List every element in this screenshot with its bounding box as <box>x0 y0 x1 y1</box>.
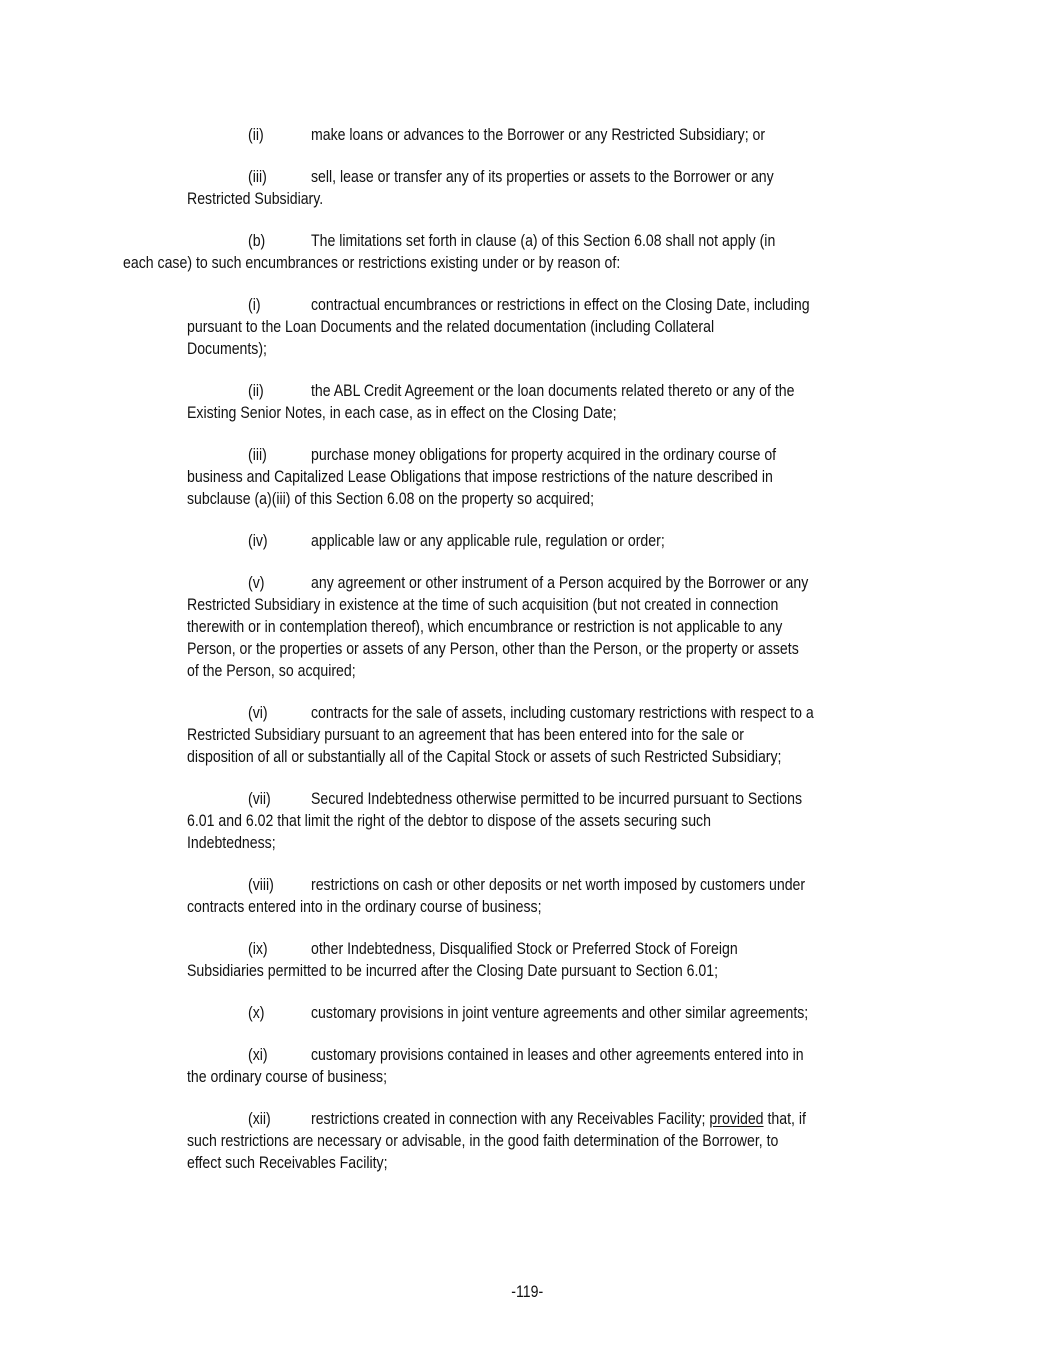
text-line <box>0 444 1055 466</box>
text-line <box>0 294 1055 316</box>
text-line <box>0 788 1055 810</box>
text-line <box>0 1002 1055 1024</box>
text-line <box>0 746 1055 768</box>
clause-paragraph <box>0 1002 1055 1024</box>
clause-label: (b) <box>248 231 266 250</box>
clause-label: (xi) <box>248 1045 268 1064</box>
line-text: Indebtedness; <box>187 833 276 852</box>
text-line <box>0 188 1055 210</box>
line-text: 6.01 and 6.02 that limit the right of the debtor to dispose of the assets securing such <box>187 811 711 830</box>
line-text: business and Capitalized Lease Obligations that impose restrictions of the nature described in <box>187 467 773 486</box>
line-text: Existing Senior Notes, in each case, as in effect on the Closing Date; <box>187 403 617 422</box>
line-text: customary provisions in joint venture agreements and other similar agreements; <box>311 1003 809 1022</box>
document-body <box>0 124 1055 1194</box>
text-line <box>0 616 1055 638</box>
text-line <box>0 230 1055 252</box>
clause-paragraph <box>0 380 1055 424</box>
text-line <box>0 530 1055 552</box>
text-line <box>0 638 1055 660</box>
line-text: sell, lease or transfer any of its properties or assets to the Borrower or any <box>311 167 774 186</box>
text-line <box>0 594 1055 616</box>
line-text: Restricted Subsidiary pursuant to an agreement that has been entered into for the sale or <box>187 725 744 744</box>
clause-label: (vii) <box>248 789 271 808</box>
clause-paragraph <box>0 530 1055 552</box>
text-run: that, if <box>763 1109 806 1128</box>
clause-label: (v) <box>248 573 265 592</box>
text-line <box>0 316 1055 338</box>
clause-paragraph <box>0 294 1055 360</box>
line-text: therewith or in contemplation thereof), which encumbrance or restriction is not applicable to any <box>187 617 783 636</box>
clause-paragraph <box>0 230 1055 274</box>
text-line <box>0 466 1055 488</box>
clause-label: (ix) <box>248 939 268 958</box>
text-line <box>0 810 1055 832</box>
text-line <box>0 1152 1055 1174</box>
text-line <box>0 1108 1055 1130</box>
page-number-text: -119- <box>511 1282 544 1301</box>
text-line <box>0 702 1055 724</box>
text-line <box>0 896 1055 918</box>
line-text: each case) to such encumbrances or restrictions existing under or by reason of: <box>123 253 621 272</box>
line-text: subclause (a)(iii) of this Section 6.08 on the property so acquired; <box>187 489 595 508</box>
clause-paragraph <box>0 1108 1055 1174</box>
text-line <box>0 488 1055 510</box>
line-text: make loans or advances to the Borrower or any Restricted Subsidiary; or <box>311 125 766 144</box>
text-line <box>0 832 1055 854</box>
line-text: Person, or the properties or assets of any Person, other than the Person, or the property or assets <box>187 639 799 658</box>
clause-label: (ii) <box>248 381 264 400</box>
clause-label: (i) <box>248 295 261 314</box>
line-text: The limitations set forth in clause (a) of this Section 6.08 shall not apply (in <box>311 231 776 250</box>
clause-paragraph <box>0 702 1055 768</box>
clause-paragraph <box>0 444 1055 510</box>
line-text: disposition of all or substantially all of the Capital Stock or assets of such Restricted Subsidiary; <box>187 747 782 766</box>
text-run: restrictions created in connection with any Receivables Facility; <box>311 1109 710 1128</box>
clause-paragraph <box>0 166 1055 210</box>
clause-paragraph <box>0 572 1055 682</box>
text-line <box>0 166 1055 188</box>
text-line <box>0 960 1055 982</box>
clause-paragraph <box>0 788 1055 854</box>
clause-paragraph <box>0 938 1055 982</box>
clause-label: (ii) <box>248 125 264 144</box>
line-text: Restricted Subsidiary. <box>187 189 324 208</box>
text-line <box>0 124 1055 146</box>
line-text: Subsidiaries permitted to be incurred after the Closing Date pursuant to Section 6.01; <box>187 961 718 980</box>
line-text: contracts for the sale of assets, including customary restrictions with respect to a <box>311 703 814 722</box>
clause-label: (iii) <box>248 167 267 186</box>
clause-label: (iii) <box>248 445 267 464</box>
line-text: other Indebtedness, Disqualified Stock or Preferred Stock of Foreign <box>311 939 738 958</box>
clause-label: (vi) <box>248 703 268 722</box>
clause-paragraph <box>0 874 1055 918</box>
clause-label: (xii) <box>248 1109 271 1128</box>
underlined-term: provided <box>709 1109 764 1128</box>
text-line <box>0 874 1055 896</box>
clause-label: (iv) <box>248 531 268 550</box>
line-text: Secured Indebtedness otherwise permitted to be incurred pursuant to Sections <box>311 789 803 808</box>
line-text: such restrictions are necessary or advisable, in the good faith determination of the Borrower, to <box>187 1131 779 1150</box>
clause-paragraph <box>0 1044 1055 1088</box>
line-text: the ABL Credit Agreement or the loan documents related thereto or any of the <box>311 381 795 400</box>
clause-label: (x) <box>248 1003 265 1022</box>
line-text: purchase money obligations for property acquired in the ordinary course of <box>311 445 777 464</box>
line-text <box>311 1108 806 1130</box>
text-line <box>0 402 1055 424</box>
line-text: effect such Receivables Facility; <box>187 1153 388 1172</box>
text-line <box>0 724 1055 746</box>
line-text: Documents); <box>187 339 267 358</box>
text-line <box>0 660 1055 682</box>
line-text: contractual encumbrances or restrictions in effect on the Closing Date, including <box>311 295 810 314</box>
text-line <box>0 572 1055 594</box>
line-text: applicable law or any applicable rule, regulation or order; <box>311 531 665 550</box>
line-text: pursuant to the Loan Documents and the related documentation (including Collateral <box>187 317 715 336</box>
line-text: contracts entered into in the ordinary course of business; <box>187 897 542 916</box>
line-text: the ordinary course of business; <box>187 1067 388 1086</box>
text-line <box>0 380 1055 402</box>
text-line <box>0 1066 1055 1088</box>
text-line <box>0 252 1055 274</box>
line-text: Restricted Subsidiary in existence at the time of such acquisition (but not created in connection <box>187 595 779 614</box>
line-text: any agreement or other instrument of a Person acquired by the Borrower or any <box>311 573 809 592</box>
clause-paragraph <box>0 124 1055 146</box>
line-text: restrictions on cash or other deposits or net worth imposed by customers under <box>311 875 806 894</box>
line-text: customary provisions contained in leases and other agreements entered into in <box>311 1045 804 1064</box>
clause-label: (viii) <box>248 875 274 894</box>
page-number <box>0 1281 1055 1303</box>
text-line <box>0 338 1055 360</box>
text-line <box>0 1130 1055 1152</box>
text-line <box>0 1044 1055 1066</box>
line-text: of the Person, so acquired; <box>187 661 356 680</box>
text-line <box>0 938 1055 960</box>
